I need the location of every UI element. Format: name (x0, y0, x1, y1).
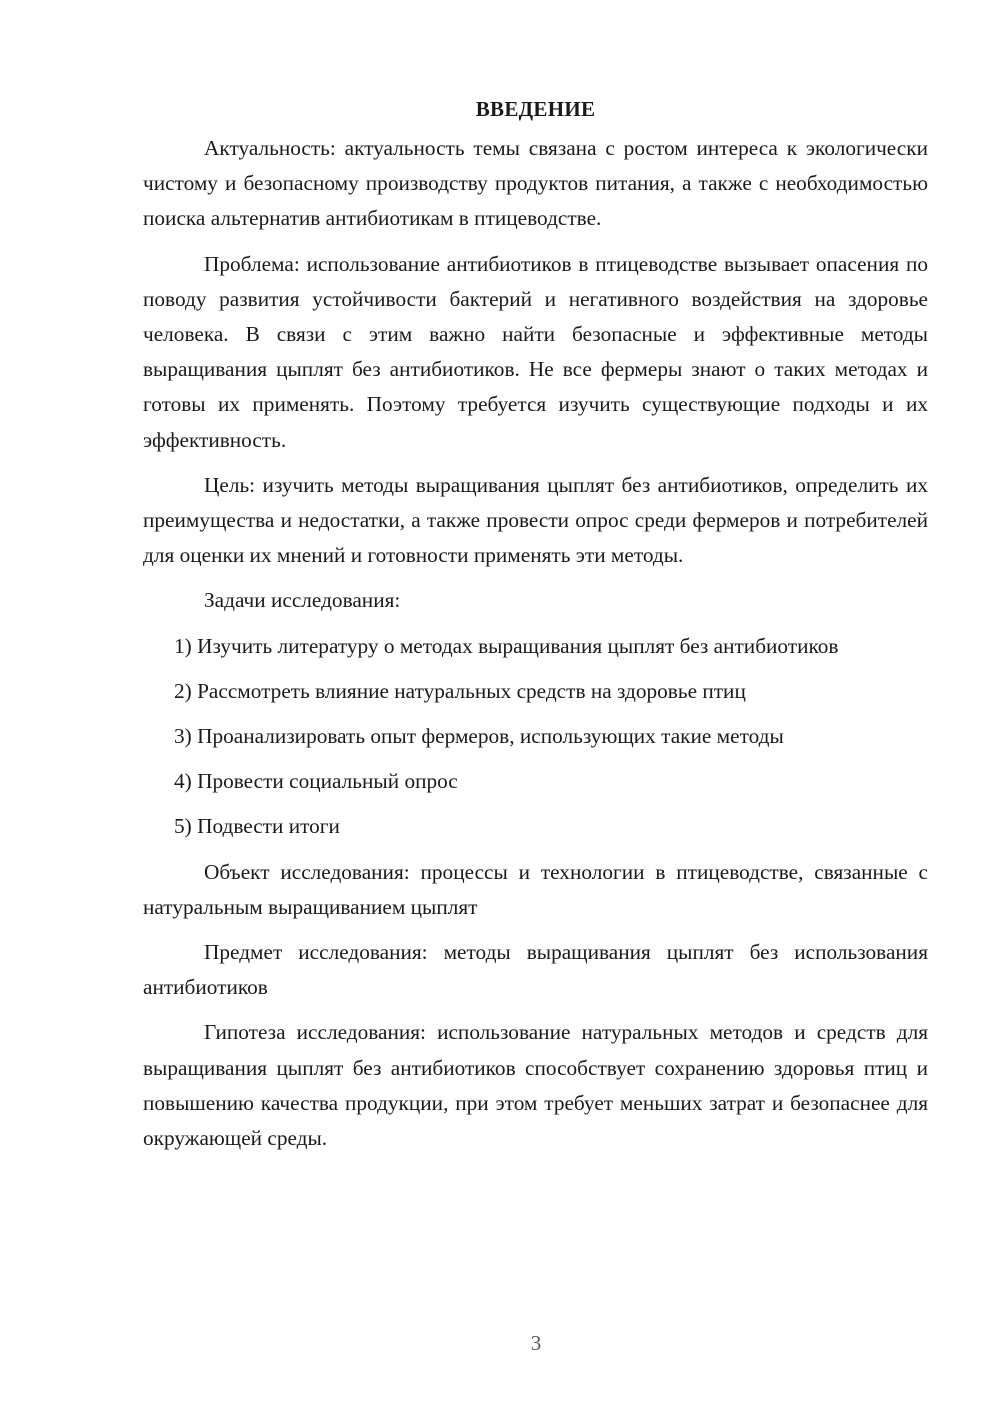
subject-paragraph: Предмет исследования: методы выращивания цыплят без использования антибиотиков (143, 940, 928, 1000)
task-item-3: 3) Проанализировать опыт фермеров, использующих такие методы (174, 724, 784, 749)
task-item-5: 5) Подвести итоги (174, 814, 340, 839)
task-item-1: 1) Изучить литературу о методах выращивания цыплят без антибиотиков (174, 633, 839, 658)
goal-paragraph: Цель: изучить методы выращивания цыплят без антибиотиков, определить их преимущества и недостатки, а также провести опрос среди фермеров и потребителей для оценки их мнений и готовности применять эти методы. (143, 472, 928, 568)
task-item-4: 4) Провести социальный опрос (174, 769, 458, 794)
problem-paragraph: Проблема: использование антибиотиков в птицеводстве вызывает опасения по поводу развития устойчивости бактерий и негативного воздействия на здоровье человека. В связи с этим важно найти безопасные и эффективные методы выращивания цыплят без антибиотиков. Не все фермеры знают о таких методах и готовы их применять. Поэтому требуется изучить существующие подходы и их эффективность. (143, 251, 928, 452)
relevance-paragraph: Актуальность: актуальность темы связана с ростом интереса к экологически чистому и безопасному производству продуктов питания, а также с необходимостью поиска альтернатив антибиотикам в птицеводстве. (143, 136, 928, 231)
page-number: 3 (530, 1331, 542, 1355)
document-page (143, 92, 928, 1166)
tasks-heading: Задачи исследования: (204, 588, 401, 613)
task-item-2: 2) Рассмотреть влияние натуральных средств на здоровье птиц (174, 678, 746, 703)
object-paragraph: Объект исследования: процессы и технологии в птицеводстве, связанные с натуральным выращиванием цыплят (143, 859, 928, 919)
hypothesis-paragraph: Гипотеза исследования: использование натуральных методов и средств для выращивания цыплят без антибиотиков способствует сохранению здоровья птиц и повышению качества продукции, при этом требует меньших затрат и безопаснее для окружающей среды. (143, 1020, 928, 1151)
page-title: ВВЕДЕНИЕ (475, 97, 596, 121)
